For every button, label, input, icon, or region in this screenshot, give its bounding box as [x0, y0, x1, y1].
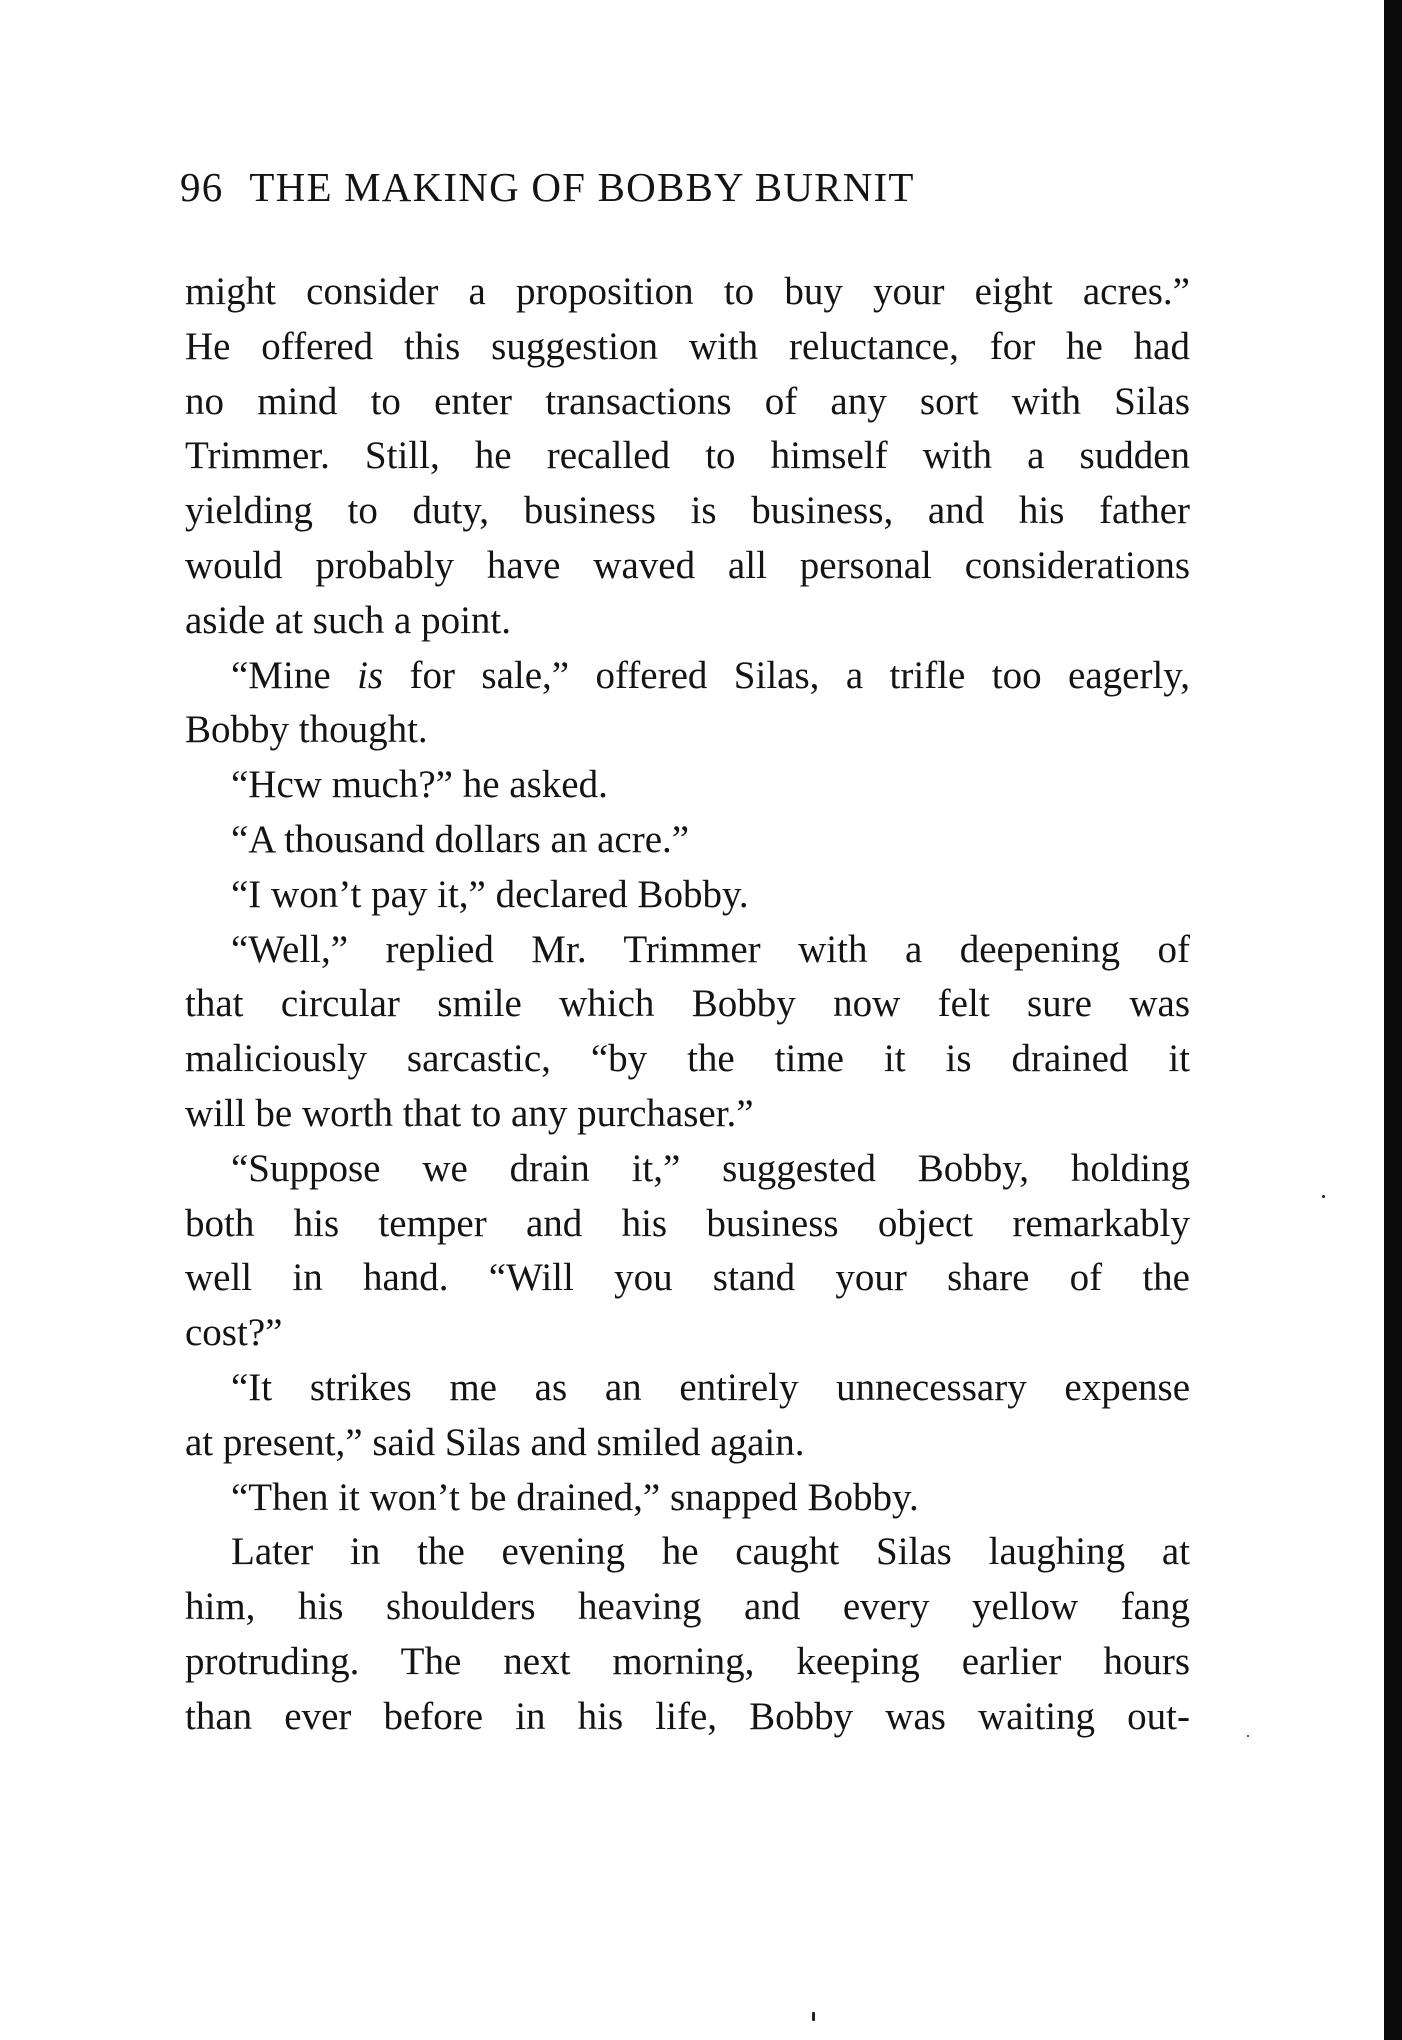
text-line: Later in the evening he caught Silas laughing at [231, 1530, 1190, 1574]
scan-speck [812, 2012, 815, 2021]
text-line: “A thousand dollars an acre.” [231, 817, 690, 861]
text-line: “It strikes me as an entirely unnecessary expense [231, 1365, 1190, 1409]
body-text [185, 265, 1190, 1745]
running-head [180, 163, 1085, 211]
text-line: “Then it won’t be drained,” snapped Bobby. [231, 1475, 919, 1519]
text-line: protruding. The next morning, keeping earlier hours [185, 1639, 1190, 1683]
text-line: than ever before in his life, Bobby was waiting out- [185, 1694, 1190, 1738]
text-line: “I won’t pay it,” declared Bobby. [231, 872, 749, 916]
text-line: would probably have waved all personal considerations [185, 543, 1190, 587]
text-line: no mind to enter transactions of any sort with Silas [185, 379, 1190, 423]
page-number: 96 [180, 164, 224, 210]
text-line: maliciously sarcastic, “by the time it is drained it [185, 1037, 1190, 1081]
emphasis: is [357, 653, 384, 697]
running-title: THE MAKING OF BOBBY BURNIT [249, 164, 915, 210]
text-line: “Hcw much?” he asked. [231, 763, 608, 807]
text-line: both his temper and his business object remarkably [185, 1201, 1190, 1245]
text-line: cost?” [185, 1311, 283, 1355]
text-line: “Suppose we drain it,” suggested Bobby, holding [231, 1146, 1190, 1190]
scan-speck [1322, 1195, 1325, 1198]
scan-speck [1247, 1735, 1249, 1737]
text-line: He offered this suggestion with reluctance, for he had [185, 324, 1190, 368]
text-line: “Mine is for sale,” offered Silas, a trifle too eagerly, [231, 653, 1190, 697]
text-line: “Well,” replied Mr. Trimmer with a deepening of [231, 927, 1190, 971]
text-line: aside at such a point. [185, 598, 511, 642]
text-line: that circular smile which Bobby now felt sure was [185, 982, 1190, 1026]
text-line: yielding to duty, business is business, and his father [185, 489, 1190, 533]
page-binding-edge [1384, 0, 1402, 2040]
text-line: well in hand. “Will you stand your share of the [185, 1256, 1190, 1300]
text-line: him, his shoulders heaving and every yellow fang [185, 1585, 1190, 1629]
text-line: at present,” said Silas and smiled again. [185, 1420, 805, 1464]
text-line: Bobby thought. [185, 708, 428, 752]
text-line: will be worth that to any purchaser.” [185, 1091, 754, 1135]
text-line: Trimmer. Still, he recalled to himself with a sudden [185, 434, 1190, 478]
text-line: might consider a proposition to buy your eight acres.” [185, 270, 1190, 313]
